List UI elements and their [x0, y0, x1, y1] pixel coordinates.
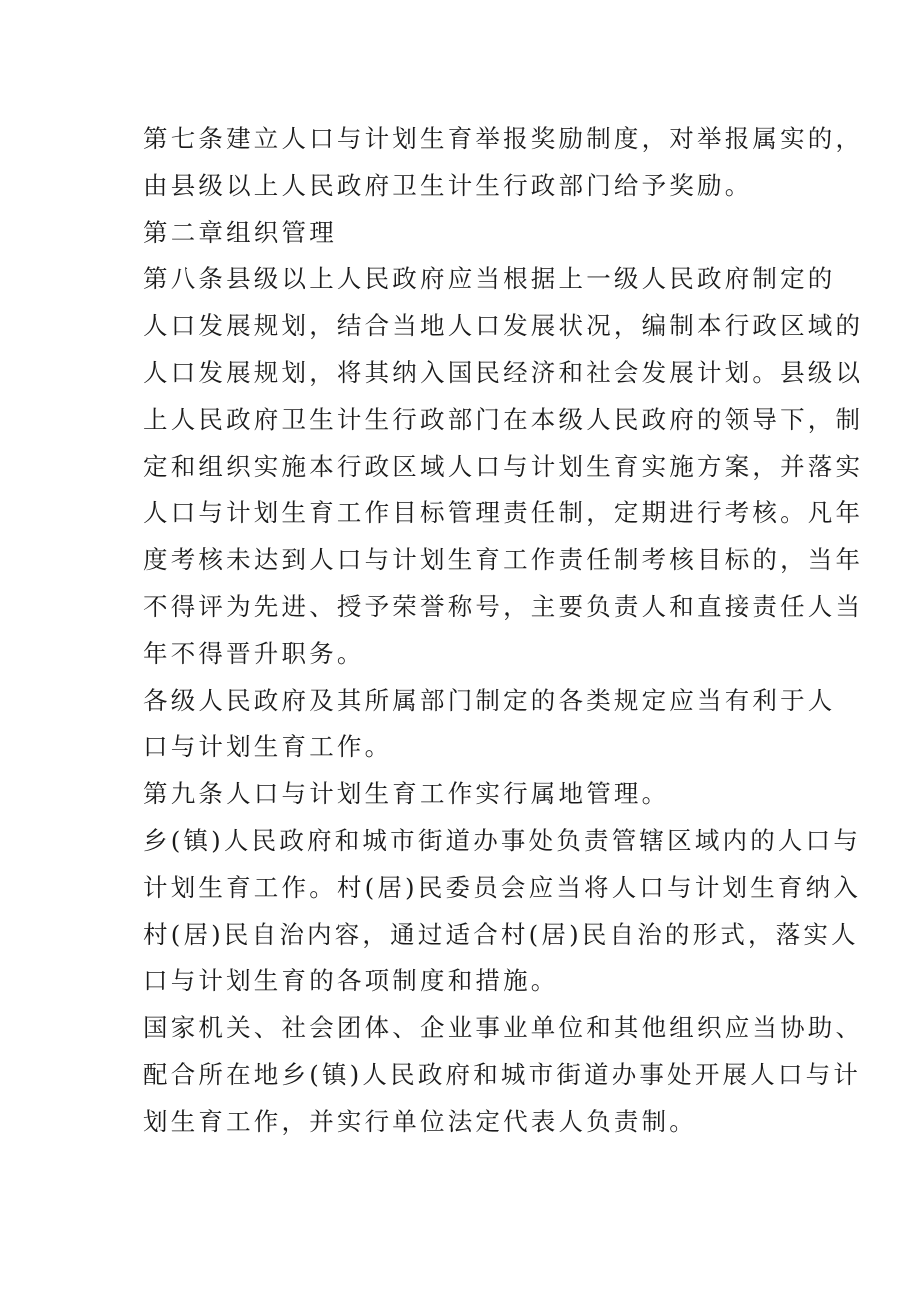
text-line: 不得评为先进、授予荣誉称号，主要负责人和直接责任人当 [143, 591, 864, 621]
text-line: 乡(镇)人民政府和城市街道办事处负责管辖区域内的人口与 [143, 825, 862, 855]
text-line: 人口发展规划，结合当地人口发展状况，编制本行政区域的 [143, 311, 864, 341]
paragraph-article-7 [143, 116, 864, 210]
text-line: 由县级以上人民政府卫生计生行政部门给予奖励。 [143, 170, 753, 200]
chapter-heading [143, 210, 803, 257]
text-line: 第七条建立人口与计划生育举报奖励制度，对举报属实的， [143, 124, 864, 153]
paragraph-article-8 [143, 256, 864, 677]
text-line: 口与计划生育的各项制度和措施。 [143, 966, 559, 996]
text-line: 定和组织实施本行政区域人口与计划生育实施方案，并落实 [143, 451, 864, 481]
text-line: 国家机关、社会团体、企业事业单位和其他组织应当协助、 [143, 1013, 864, 1043]
text-line: 第八条县级以上人民政府应当根据上一级人民政府制定的 [143, 264, 836, 294]
paragraph-article-9-organizations [143, 1005, 864, 1145]
text-line: 第二章组织管理 [143, 217, 337, 247]
text-line: 划生育工作，并实行单位法定代表人负责制。 [143, 1106, 697, 1136]
text-line: 度考核未达到人口与计划生育工作责任制考核目标的，当年 [143, 545, 864, 575]
document-body [143, 116, 864, 1146]
text-line: 口与计划生育工作。 [143, 732, 393, 762]
text-line: 各级人民政府及其所属部门制定的各类规定应当有利于人 [143, 685, 836, 715]
paragraph-article-9 [143, 771, 803, 818]
text-line: 配合所在地乡(镇)人民政府和城市街道办事处开展人口与计 [143, 1059, 862, 1089]
paragraph-article-9-township [143, 818, 862, 1005]
text-line: 年不得晋升职务。 [143, 638, 365, 668]
text-line: 计划生育工作。村(居)民委员会应当将人口与计划生育纳入 [143, 872, 862, 902]
text-line: 第九条人口与计划生育工作实行属地管理。 [143, 779, 670, 809]
text-line: 村(居)民自治内容，通过适合村(居)民自治的形式，落实人 [143, 919, 859, 949]
text-line: 上人民政府卫生计生行政部门在本级人民政府的领导下，制 [143, 404, 864, 434]
paragraph-article-8-supplement [143, 678, 836, 772]
text-line: 人口与计划生育工作目标管理责任制，定期进行考核。凡年 [143, 498, 864, 528]
text-line: 人口发展规划，将其纳入国民经济和社会发展计划。县级以 [143, 357, 864, 387]
